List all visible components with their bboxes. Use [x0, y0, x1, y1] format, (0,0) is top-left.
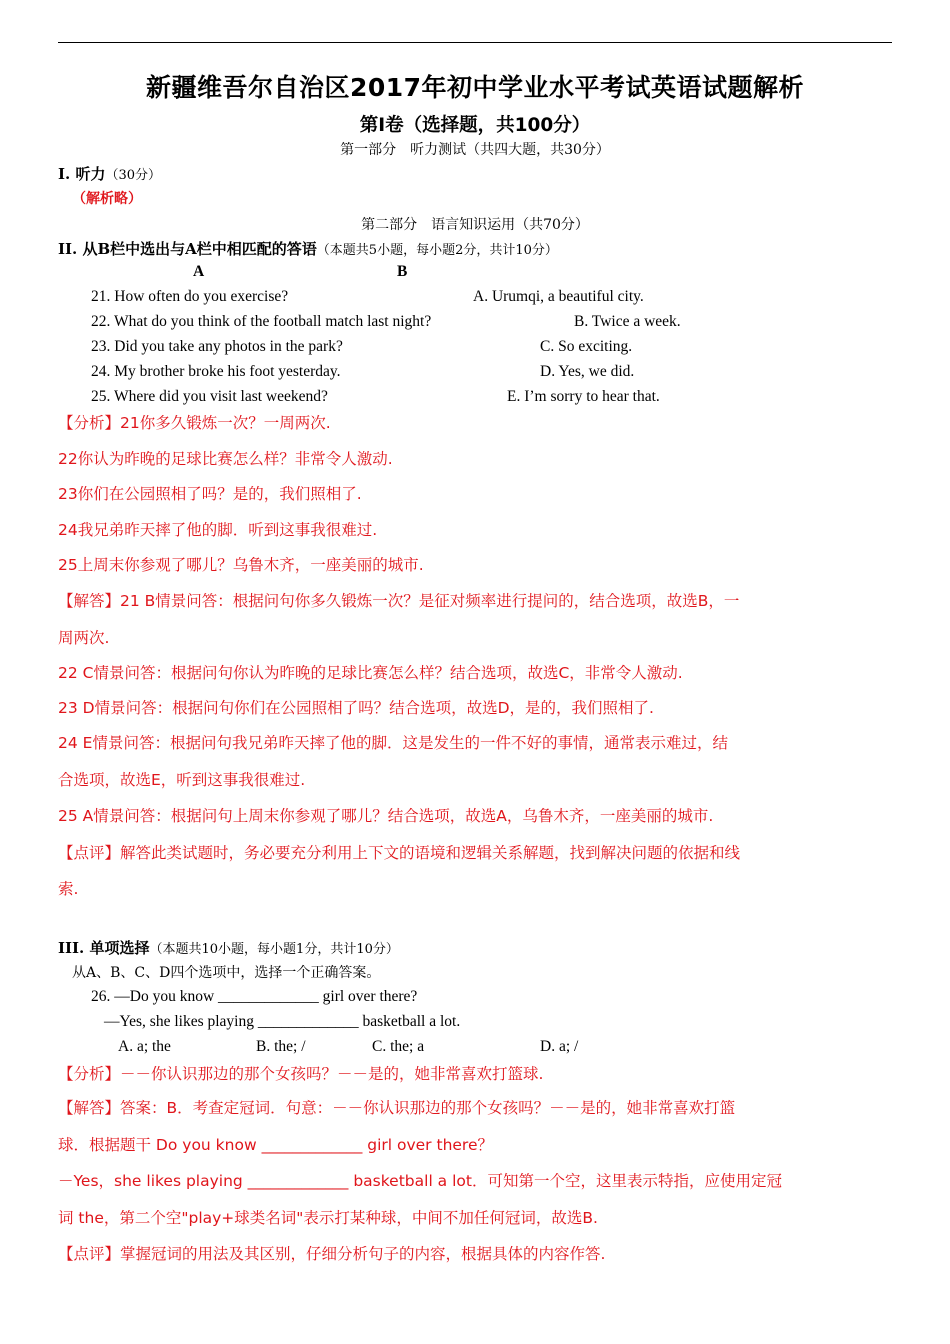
part2-heading: 第二部分 语言知识运用（共70分） — [361, 217, 589, 233]
section1-points: （30分） — [105, 168, 162, 183]
q26-solution-line-4: 词 the，第二个空"play+球类名词"表示打某种球，中间不加任何冠词，故选B. — [58, 1209, 598, 1227]
section3-heading — [58, 937, 399, 958]
option-e: E. I’m sorry to hear that. — [507, 388, 660, 405]
choice-c: C. the; a — [372, 1038, 425, 1055]
option-c: C. So exciting. — [540, 338, 633, 355]
section2-points: （本题共5小题，每小题2分，共计10分） — [316, 243, 558, 258]
option-b: B. Twice a week. — [574, 313, 681, 330]
section1-label: I. 听力 — [58, 165, 106, 183]
question-22: 22. What do you think of the football match last night? — [91, 313, 432, 330]
part1-heading: 第一部分 听力测试（共四大题，共30分） — [340, 142, 610, 158]
section3-label: III. 单项选择 — [58, 939, 150, 957]
section2-heading — [58, 238, 558, 259]
analysis-line-3: 23你们在公园照相了吗？是的，我们照相了. — [58, 485, 362, 503]
q26-solution-line-2: 球．根据题干 Do you know _____________ girl over there？ — [58, 1136, 493, 1154]
question-23: 23. Did you take any photos in the park? — [91, 338, 343, 355]
section3-instruction: 从A、B、C、D四个选项中，选择一个正确答案。 — [72, 965, 381, 981]
analysis-line-2: 22你认为昨晚的足球比赛怎么样？非常令人激动. — [58, 450, 393, 468]
solution-line-5: 24 E情景问答：根据问句我兄弟昨天摔了他的脚．这是发生的一件不好的事情，通常表示难过，结 — [58, 734, 728, 752]
page-subtitle: 第Ⅰ卷（选择题，共100分） — [359, 115, 591, 136]
question-26-line-1: 26. —Do you know _____________ girl over there? — [91, 988, 418, 1005]
section1-heading — [58, 163, 161, 184]
choice-a: A. a; the — [118, 1038, 171, 1055]
question-21: 21. How often do you exercise? — [91, 288, 289, 305]
option-d: D. Yes, we did. — [540, 363, 635, 380]
question-25: 25. Where did you visit last weekend? — [91, 388, 328, 405]
solution-line-3: 22 C情景问答：根据问句你认为昨晚的足球比赛怎么样？结合选项，故选C，非常令人激动. — [58, 664, 683, 682]
analysis-line-4: 24我兄弟昨天摔了他的脚．听到这事我很难过. — [58, 521, 378, 539]
section1-note: （解析略） — [72, 191, 142, 207]
choice-d: D. a; / — [540, 1038, 579, 1055]
page-title: 新疆维吾尔自治区2017年初中学业水平考试英语试题解析 — [145, 73, 805, 102]
choice-b: B. the; / — [256, 1038, 306, 1055]
q26-analysis: 【分析】－－你认识那边的那个女孩吗？－－是的，她非常喜欢打篮球. — [58, 1065, 544, 1083]
section3-points: （本题共10小题，每小题1分，共计10分） — [149, 942, 399, 957]
top-rule — [58, 42, 892, 43]
solution-line-4: 23 D情景问答：根据问句你们在公园照相了吗？结合选项，故选D，是的，我们照相了. — [58, 699, 654, 717]
comment-line-1: 【点评】解答此类试题时，务必要充分利用上下文的语境和逻辑关系解题，找到解决问题的依据和线 — [58, 844, 741, 862]
comment-line-2: 索. — [58, 880, 79, 898]
analysis-line-5: 25上周末你参观了哪儿？乌鲁木齐，一座美丽的城市. — [58, 556, 424, 574]
question-24: 24. My brother broke his foot yesterday. — [91, 363, 341, 380]
column-b-header: B — [397, 263, 408, 280]
solution-line-7: 25 A情景问答：根据问句上周末你参观了哪儿？结合选项，故选A，乌鲁木齐，一座美丽的城市. — [58, 807, 714, 825]
analysis-line-1: 【分析】21你多久锻炼一次？一周两次. — [58, 414, 331, 432]
section2-label: II. 从B栏中选出与A栏中相匹配的答语 — [58, 240, 317, 258]
q26-solution-line-3: －Yes，she likes playing _____________ basketball a lot．可知第一个空，这里表示特指，应使用定冠 — [58, 1172, 782, 1190]
solution-line-6: 合选项，故选E，听到这事我很难过. — [58, 771, 306, 789]
q26-solution-line-1: 【解答】答案：B．考查定冠词．句意：－－你认识那边的那个女孩吗？－－是的，她非常喜欢打篮 — [58, 1099, 736, 1117]
question-26-line-2: —Yes, she likes playing _____________ basketball a lot. — [104, 1013, 461, 1030]
solution-line-1: 【解答】21 B情景问答：根据问句你多久锻炼一次？是征对频率进行提问的，结合选项，故选B，一 — [58, 592, 740, 610]
column-a-header: A — [193, 263, 205, 280]
option-a: A. Urumqi, a beautiful city. — [473, 288, 644, 305]
q26-comment: 【点评】掌握冠词的用法及其区别，仔细分析句子的内容，根据具体的内容作答. — [58, 1245, 606, 1263]
solution-line-2: 周两次. — [58, 629, 110, 647]
